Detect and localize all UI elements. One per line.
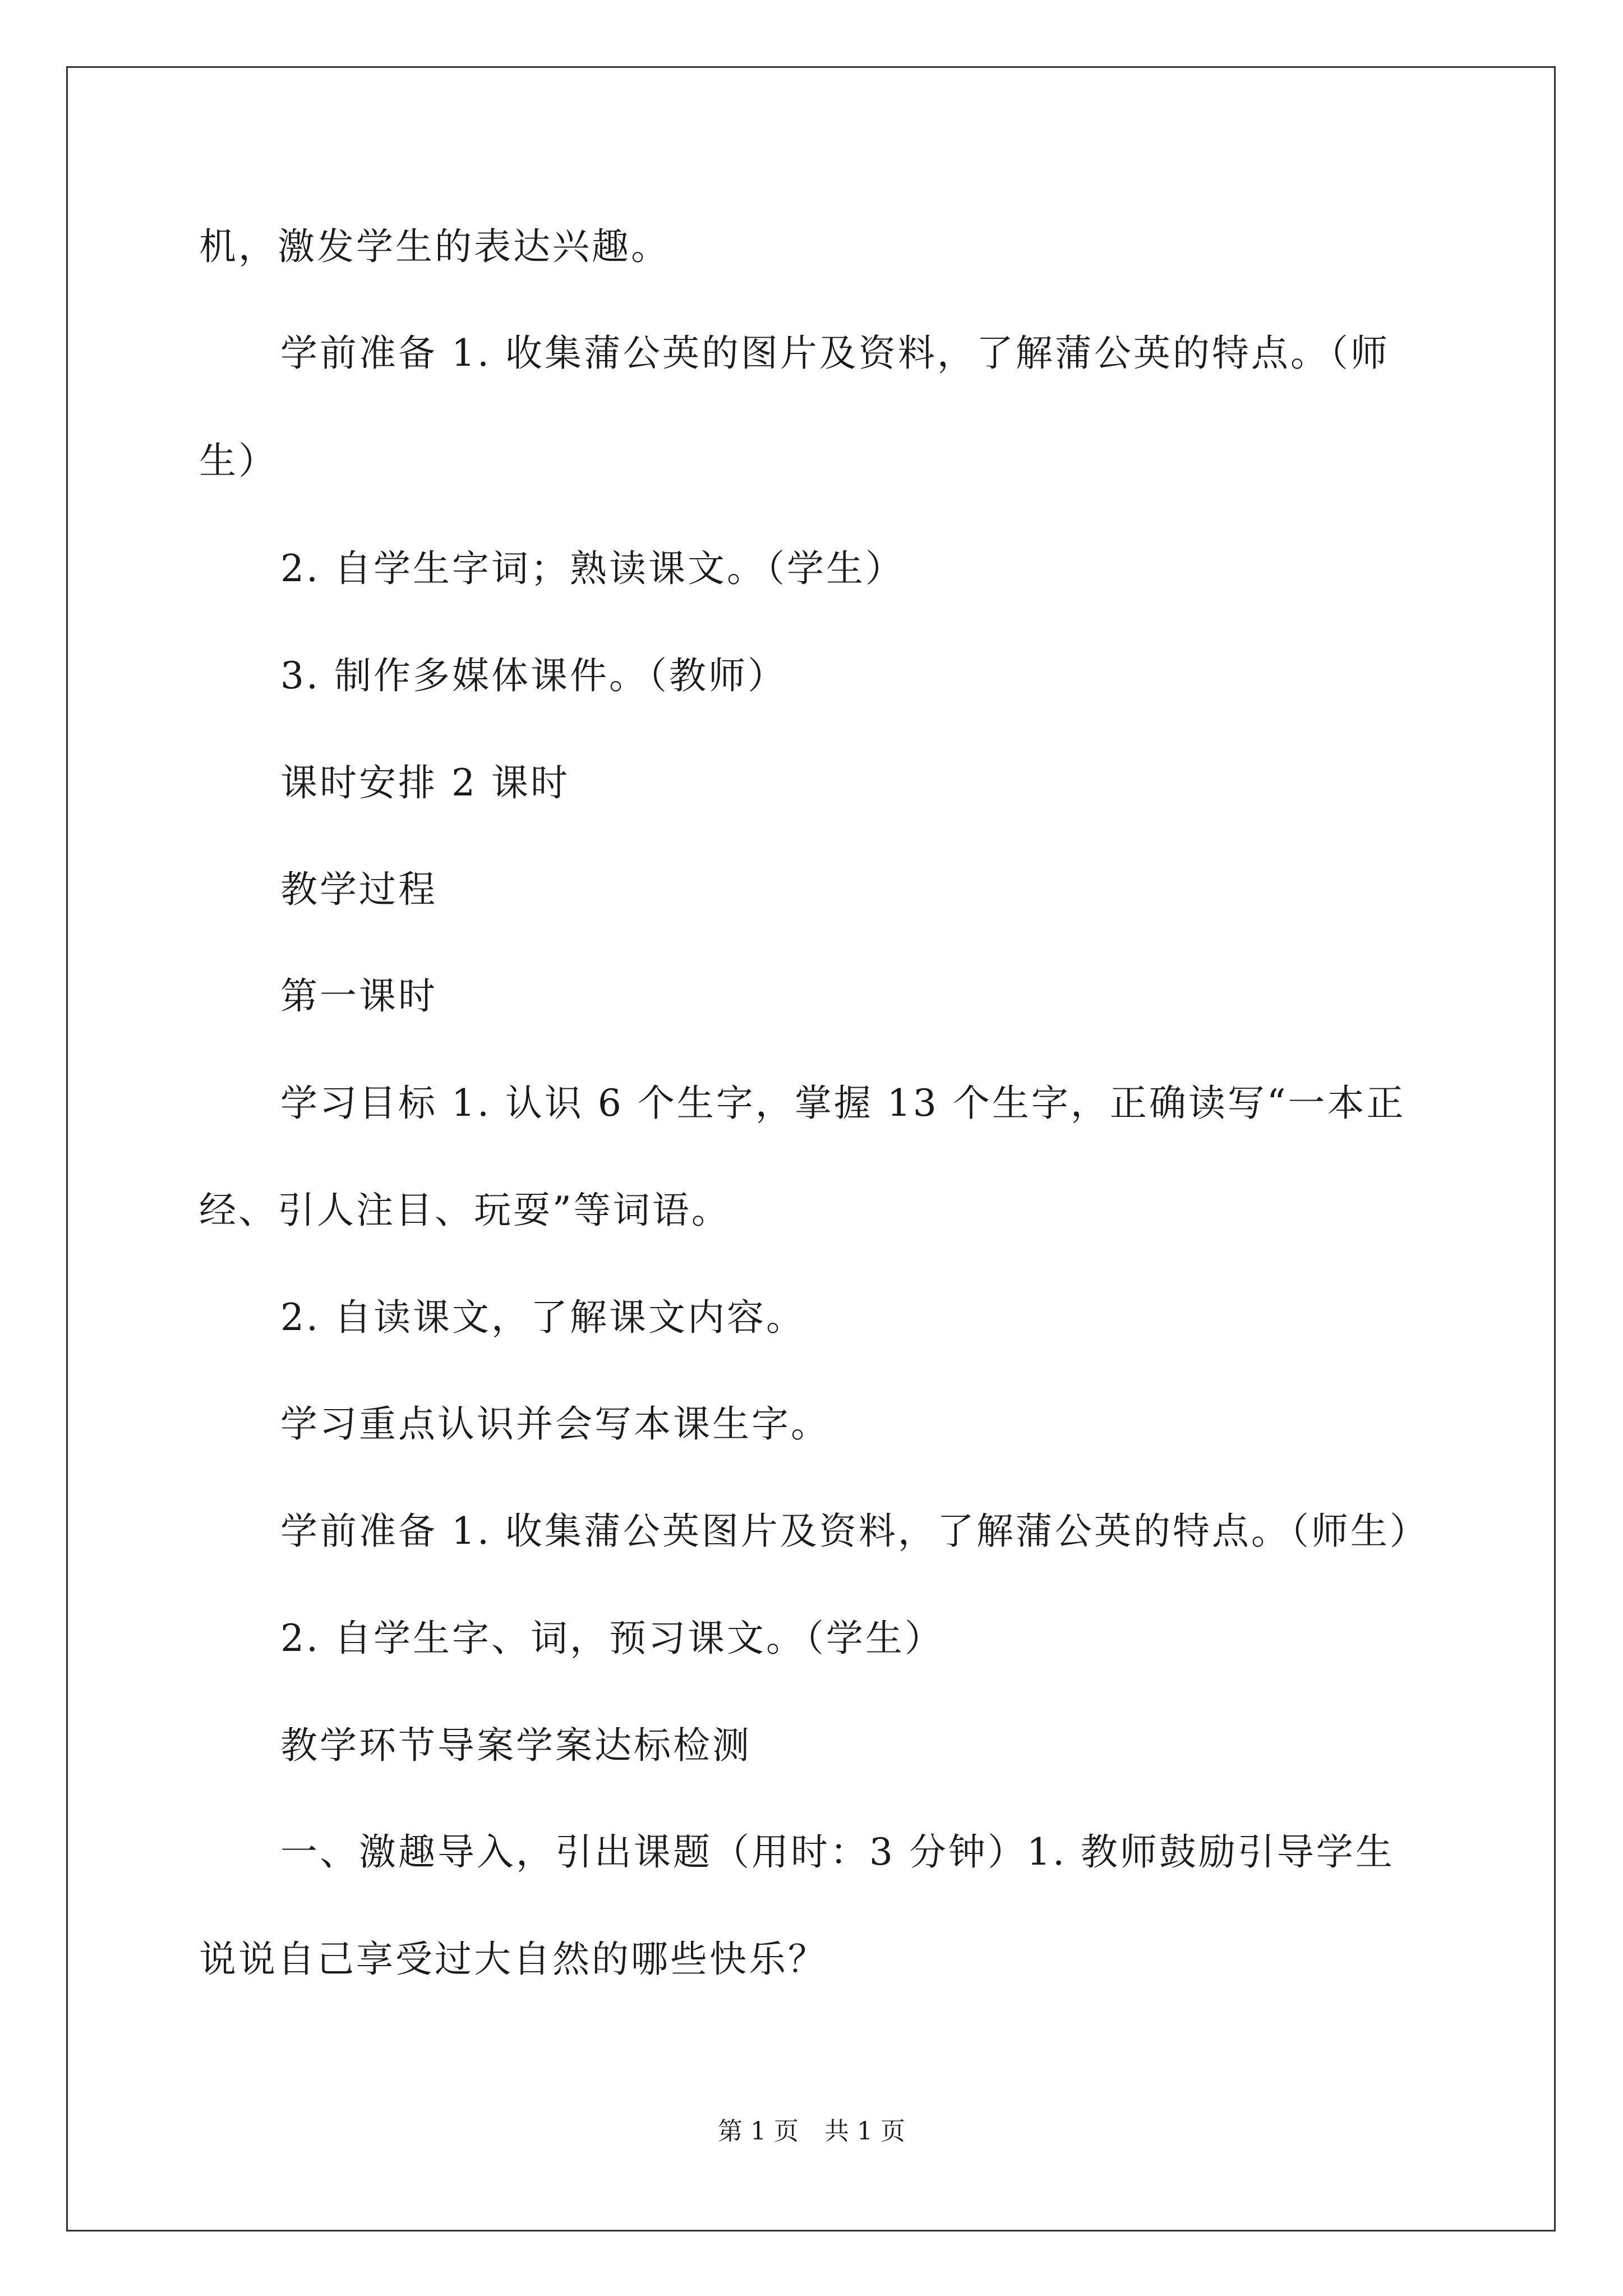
page-border <box>66 66 1556 2231</box>
paragraph-line: 2. 自读课文，了解课文内容。 <box>280 1296 805 1339</box>
paragraph-line: 一、激趣导入，引出课题（用时：3 分钟）1. 教师鼓励引导学生 <box>280 1830 1395 1874</box>
page-number: 第 1 页 <box>718 2117 799 2146</box>
paragraph-line: 教学过程 <box>280 868 437 911</box>
paragraph-line: 第一课时 <box>280 974 437 1018</box>
paragraph-line: 教学环节导案学案达标检测 <box>280 1724 751 1767</box>
paragraph-line: 学习重点认识并会写本课生字。 <box>280 1402 830 1446</box>
paragraph-line: 3. 制作多媒体课件。（教师） <box>280 654 787 697</box>
paragraph-line: 经、引人注目、玩耍”等词语。 <box>199 1189 731 1232</box>
paragraph-line: 学前准备 1. 收集蒲公英的图片及资料，了解蒲公英的特点。（师 <box>280 332 1390 375</box>
paragraph-line: 生） <box>199 439 278 482</box>
page-total: 共 1 页 <box>824 2117 905 2146</box>
paragraph-line: 2. 自学生字词；熟读课文。（学生） <box>280 547 905 590</box>
paragraph-line: 学习目标 1. 认识 6 个生字，掌握 13 个生字，正确读写“一本正 <box>280 1082 1406 1125</box>
paragraph-line: 机，激发学生的表达兴趣。 <box>199 225 670 268</box>
paragraph-line: 2. 自学生字、词，预习课文。（学生） <box>280 1617 944 1660</box>
page-footer <box>0 2116 1623 2147</box>
paragraph-line: 说说自己享受过大自然的哪些快乐？ <box>199 1938 827 1981</box>
paragraph-line: 课时安排 2 课时 <box>280 761 570 804</box>
paragraph-line: 学前准备 1. 收集蒲公英图片及资料，了解蒲公英的特点。（师生） <box>280 1510 1429 1553</box>
